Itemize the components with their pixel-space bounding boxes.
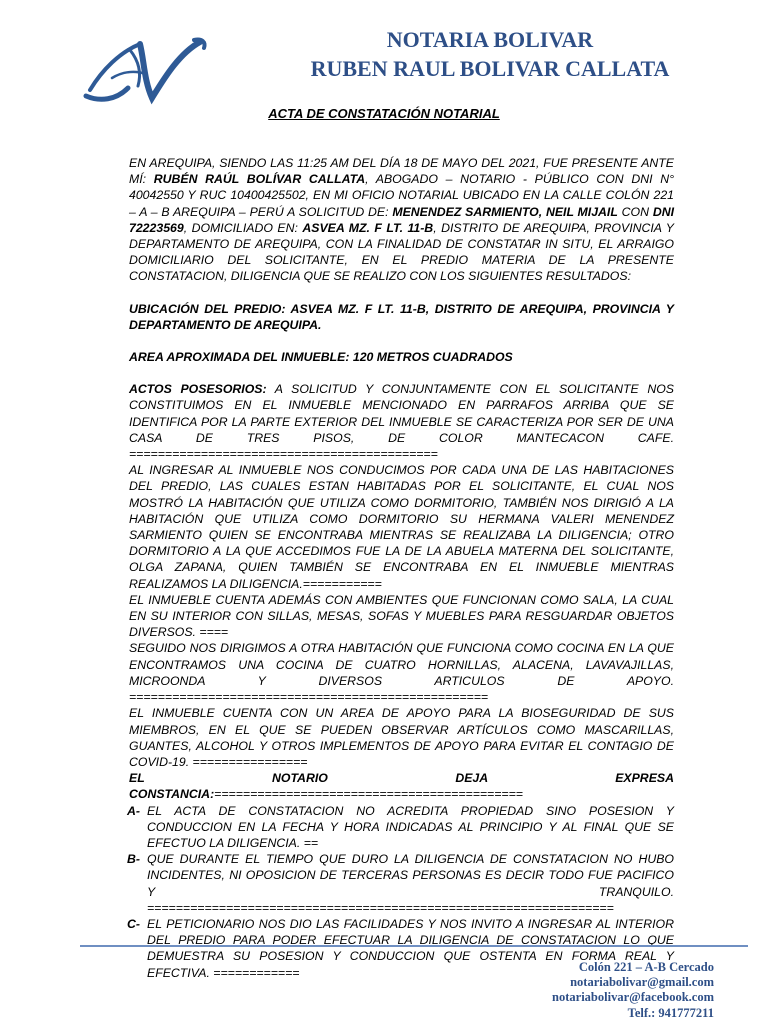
constancia-heading: EL NOTARIO DEJA EXPRESA <box>129 771 674 786</box>
property-area: AREA APROXIMADA DEL INMUEBLE: 120 METROS CUADRADOS <box>129 350 513 365</box>
notary-full-name: RUBEN RAUL BOLIVAR CALLATA <box>310 56 670 81</box>
applicant-dni: DNI 72223569 <box>129 204 674 235</box>
notary-office-name: NOTARIA BOLIVAR <box>386 27 594 52</box>
constancia-item: A- EL ACTA DE CONSTATACION NO ACREDITA PROPIEDAD SINO POSESION Y CONDUCCION EN LA FECHA Y HORA INDICADAS AL PRINCIPIO Y AL FINAL QUE SE EFECTUO LA DILIGENCIA. == <box>127 803 674 850</box>
applicant-name: MENENDEZ SARMIENTO, NEIL MIJAIL <box>392 204 618 219</box>
body-paragraph: AL INGRESAR AL INMUEBLE NOS CONDUCIMOS POR CADA UNA DE LAS HABITACIONES DEL PREDIO, LAS CUALES ESTAN HABITADAS POR EL SOLICITANTE, EL CUAL NOS MOSTRÓ LA HABITACIÓN QUE UTILIZA COMO DORMITORIO, TAMBIÉN NOS DIRIGIÓ A LA HABITACIÓN QUE UTILIZA COMO DORMITORIO SU HERMANA VALERI MENENDEZ SARMIENTO QUIEN SE ENCONTRABA MIENTRAS SE REALIZABA LA DILIGENCIA; OTRO DORMITORIO A LA QUE ACCEDIMOS FUE LA DE LA ABUELA MATERNA DEL SOLICITANTE, OLGA ZAPANA, QUIEN TAMBIÉN SE ENCONTRABA EN EL INMUEBLE MIENTRAS REALIZAMOS LA DILIGENCIA.=========== <box>129 463 674 591</box>
footer-phone: Telf.: 941777211 <box>627 1005 714 1020</box>
footer-divider <box>80 945 748 947</box>
constancia-item: C- EL PETICIONARIO NOS DIO LAS FACILIDADES Y NOS INVITO A INGRESAR AL INTERIOR DEL PREDIO PARA PODER EFECTUAR LA DILIGENCIA DE CONSTATACION LO QUE DEMUESTRA SU POSESION Y CONDUCCION QUE OSTENTA EN FORMA REAL Y EFECTIVA. ============ <box>127 916 674 980</box>
body-paragraph: SEGUIDO NOS DIRIGIMOS A OTRA HABITACIÓN QUE FUNCIONA COMO COCINA EN LA QUE ENCONTRAMOS UNA COCINA DE CUATRO HORNILLAS, ALACENA, LAVAVAJILLAS, MICROONDA Y DIVERSOS ARTICULOS DE APOYO. ================================================== <box>129 641 674 705</box>
footer-facebook: notariabolivar@facebook.com <box>552 990 714 1005</box>
notaria-logo <box>82 30 210 110</box>
document-body <box>129 155 674 981</box>
footer-contact <box>552 960 714 1021</box>
document-title: ACTA DE CONSTATACIÓN NOTARIAL <box>268 106 500 121</box>
footer-address: Colón 221 – A-B Cercado <box>578 960 714 974</box>
body-paragraph: EL INMUEBLE CUENTA ADEMÁS CON AMBIENTES QUE FUNCIONAN COMO SALA, LA CUAL EN SU INTERIOR CON SILLAS, MESAS, SOFAS Y MUEBLES PARA RESGUARDAR OBJETOS DIVERSOS. ==== <box>129 592 674 640</box>
property-location: UBICACIÓN DEL PREDIO: ASVEA MZ. F LT. 11-B, DISTRITO DE AREQUIPA, PROVINCIA Y DEPARTAMENTO DE AREQUIPA. <box>129 301 674 332</box>
intro-paragraph: EN AREQUIPA, SIENDO LAS 11:25 AM DEL DÍA 18 DE MAYO DEL 2021, FUE PRESENTE ANTE MÍ: RUBÉN RAÚL BOLÍVAR CALLATA, ABOGADO – NOTARIO - PÚBLICO CON DNI N° 40042550 Y RUC 10400425502, EN MI OFICIO NOTARIAL UBICADO EN LA CALLE COLÓN 221 – A – B AREQUIPA – PERÚ A SOLICITUD DE: MENENDEZ SARMIENTO, NEIL MIJAIL CON DNI 72223569, DOMICILIADO EN: ASVEA MZ. F LT. 11-B, DISTRITO DE AREQUIPA, PROVINCIA Y DEPARTAMENTO DE AREQUIPA, CON LA FINALIDAD DE CONSTATAR IN SITU, EL ARRAIGO DOMICILIARIO DEL SOLICITANTE, EN EL PREDIO MATERIA DE LA PRESENTE CONSTATACION, DILIGENCIA QUE SE REALIZO CON LOS SIGUIENTES RESULTADOS: <box>129 156 674 284</box>
body-paragraph: EL INMUEBLE CUENTA CON UN AREA DE APOYO PARA LA BIOSEGURIDAD DE SUS MIEMBROS, EN EL QUE SE PUEDEN OBSERVAR ARTÍCULOS COMO MASCARILLAS, GUANTES, ALCOHOL Y OTROS IMPLEMENTOS DE APOYO PARA EVITAR EL CONTAGIO DE COVID-19. ================ <box>129 706 674 769</box>
notary-name: RUBÉN RAÚL BOLÍVAR CALLATA <box>153 172 366 187</box>
constancia-heading-line2: CONSTANCIA:=========================================== <box>129 787 523 802</box>
constancia-item: B- QUE DURANTE EL TIEMPO QUE DURO LA DILIGENCIA DE CONSTATACION NO HUBO INCIDENTES, NI OPOSICION DE TERCERAS PERSONAS ES DECIR TODO FUE PACIFICO Y TRANQUILO. ================================================================= <box>127 852 674 915</box>
applicant-address: ASVEA MZ. F LT. 11-B <box>302 220 434 235</box>
footer-email: notariabolivar@gmail.com <box>570 975 714 990</box>
possession-acts-paragraph: ACTOS POSESORIOS: A SOLICITUD Y CONJUNTAMENTE CON EL SOLICITANTE NOS CONSTITUIMOS EN EL INMUEBLE MENCIONADO EN PARRAFOS ARRIBA QUE SE IDENTIFICA POR LA PARTE EXTERIOR DEL INMUEBLE SE CARACTERIZA POR SER DE UNA CASA DE TRES PISOS, DE COLOR MANTECACON CAFE. =========================================== <box>129 382 674 462</box>
